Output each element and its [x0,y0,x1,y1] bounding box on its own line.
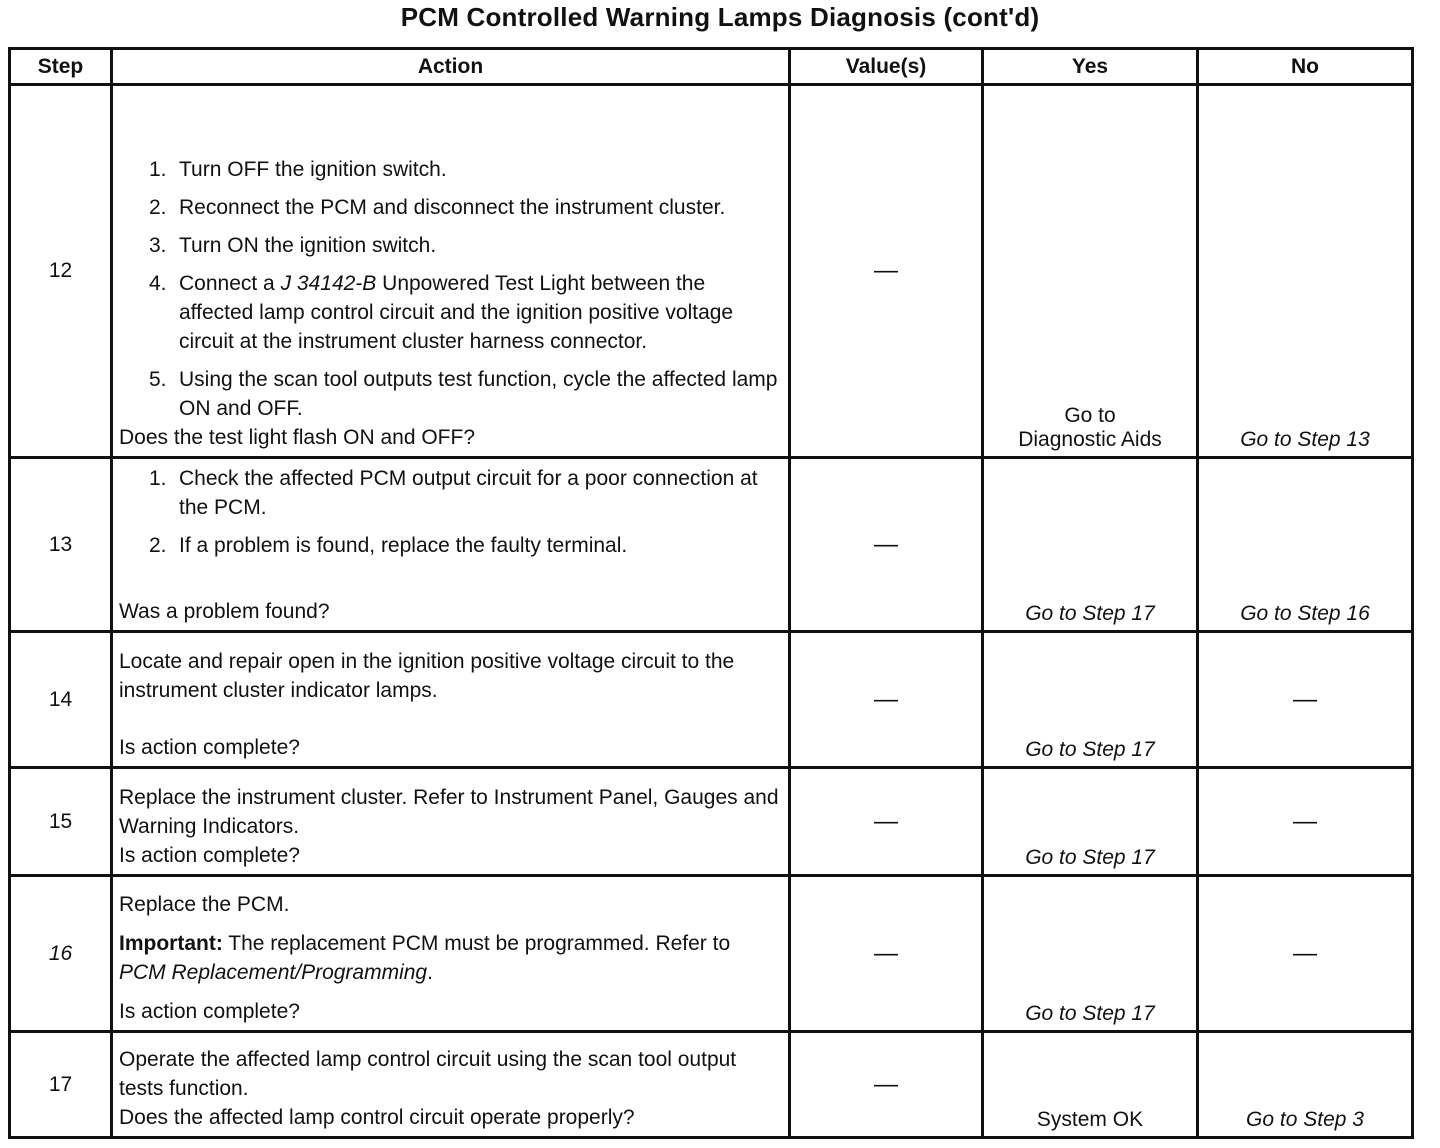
yes-cell: Go to Step 17 [983,458,1198,632]
list-item: 2. Reconnect the PCM and disconnect the instrument cluster. [149,196,726,219]
list-item: 2. If a problem is found, replace the faulty terminal. [149,534,628,557]
list-item: 1. Turn OFF the ignition switch. [149,158,447,181]
action-text: Locate and repair open in the ignition positive voltage circuit to the instrument cluster indicator lamps. [119,650,735,702]
step-number: 14 [10,632,112,768]
important-note: Important: The replacement PCM must be programmed. Refer to PCM Replacement/Programming. [119,932,731,984]
action-question: Is action complete? [119,844,300,867]
step-number: 15 [10,768,112,876]
action-cell [112,1032,790,1138]
table-row [10,1032,1413,1138]
header-action: Action [112,49,790,85]
yes-cell: Go to Diagnostic Aids [983,85,1198,458]
document-reference: PCM Replacement/Programming [119,961,428,984]
step-number: 16 [10,876,112,1032]
yes-cell: Go to Step 17 [983,768,1198,876]
action-question: Is action complete? [119,736,300,759]
action-text: Replace the PCM. [119,893,290,916]
table-row [10,458,1413,632]
no-cell: — [1198,768,1413,876]
yes-cell: Go to Step 17 [983,632,1198,768]
action-question: Does the affected lamp control circuit operate properly? [119,1106,635,1129]
header-yes: Yes [983,49,1198,85]
action-cell [112,632,790,768]
no-cell: — [1198,632,1413,768]
value-cell: — [790,768,983,876]
action-text: Replace the instrument cluster. Refer to Instrument Panel, Gauges and Warning Indicators. [119,786,779,838]
list-item: 3. Turn ON the ignition switch. [149,234,437,257]
action-cell [112,458,790,632]
list-item: 1. Check the affected PCM output circuit for a poor connection at the PCM. [149,467,758,519]
action-text: Operate the affected lamp control circuit using the scan tool output tests function. [119,1048,737,1100]
value-cell: — [790,632,983,768]
action-steps [119,464,782,560]
list-item: 4. Connect a J 34142-B Unpowered Test Light between the affected lamp control circuit and the ignition positive voltage circuit at the instrument cluster harness connector. [149,272,734,353]
list-item: 5. Using the scan tool outputs test function, cycle the affected lamp ON and OFF. [149,368,778,420]
table-row [10,85,1413,458]
value-cell: — [790,1032,983,1138]
header-no: No [1198,49,1413,85]
table-row [10,876,1413,1032]
table-row [10,768,1413,876]
action-cell [112,768,790,876]
header-step: Step [10,49,112,85]
header-row [10,49,1413,85]
yes-cell: Go to Step 17 [983,876,1198,1032]
no-cell: Go to Step 16 [1198,458,1413,632]
action-steps [119,155,782,423]
no-cell: Go to Step 3 [1198,1032,1413,1138]
yes-cell: System OK [983,1032,1198,1138]
table-row [10,632,1413,768]
value-cell: — [790,458,983,632]
action-cell [112,876,790,1032]
action-question: Was a problem found? [119,600,330,623]
value-cell: — [790,85,983,458]
document-title: PCM Controlled Warning Lamps Diagnosis (cont'd) [400,2,1040,32]
no-cell: Go to Step 13 [1198,85,1413,458]
step-number: 12 [10,85,112,458]
tool-reference: J 34142-B [280,272,377,295]
diagnosis-table [8,47,1414,1139]
action-question: Does the test light flash ON and OFF? [119,426,475,449]
no-cell: — [1198,876,1413,1032]
header-values: Value(s) [790,49,983,85]
step-number: 17 [10,1032,112,1138]
value-cell: — [790,876,983,1032]
step-number: 13 [10,458,112,632]
action-question: Is action complete? [119,1000,300,1023]
action-cell [112,85,790,458]
